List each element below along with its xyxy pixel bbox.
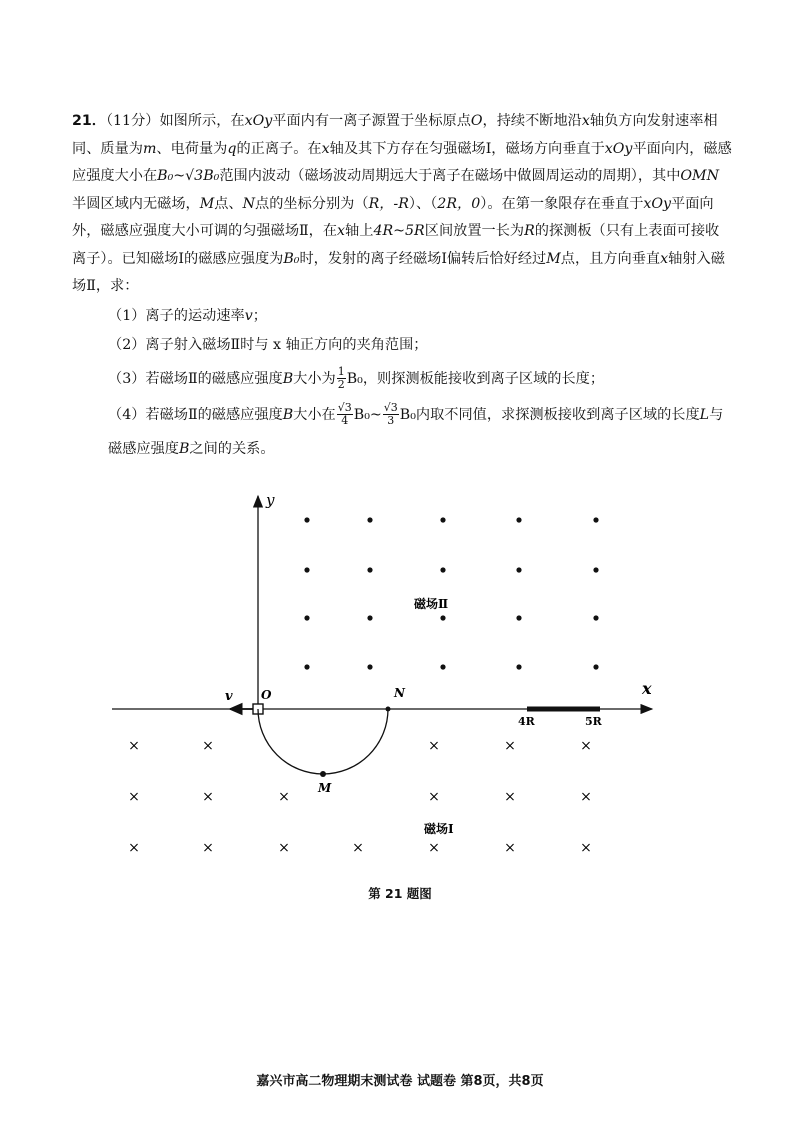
stem-var: xOy [643,195,672,212]
label-v: v [225,689,233,704]
stem-var: x [581,113,590,129]
stem-text: 轴上 [345,223,374,239]
stem-var: x [660,250,669,267]
field-out-dot [304,567,309,572]
field-out-dot [440,567,445,572]
field-in-cross: × [128,840,140,856]
question-text: B₀~ [353,406,382,423]
fraction-sqrt3-over-4 [337,402,353,427]
field-out-dot [367,664,372,669]
fraction-denominator: 2 [337,378,345,391]
problem-21 [72,108,732,466]
question-text: （3）若磁场Ⅱ的磁感应强度 [108,370,283,387]
field-out-dot [440,517,445,522]
question-var: B [282,406,294,423]
field-in-cross: × [504,789,516,805]
stem-var: R [524,223,535,239]
stem-var: x [321,140,330,157]
stem-text: 平面向外，磁感应强度大小可调的匀强磁场Ⅱ，在 [72,195,714,239]
field-out-dot [304,615,309,620]
label-field-2: 磁场Ⅱ [414,597,449,611]
field-2-dots [304,517,598,669]
stem-text: 半圆区域内无磁场， [72,195,200,212]
problem-number: 21． [72,113,106,129]
field-in-cross: × [278,840,290,856]
label-m: M [318,781,332,795]
field-in-cross: × [202,840,214,856]
field-in-cross: × [128,738,140,754]
field-out-dot [440,615,445,620]
fraction-numerator: √3 [383,401,398,414]
field-out-dot [367,567,372,572]
label-x: x [642,679,652,698]
stem-var: OMN [680,168,719,184]
field-out-dot [304,664,309,669]
stem-text: 点，且方向垂直 [560,250,661,267]
field-1-crosses [128,738,592,856]
stem-text: 如图所示，在 [159,113,245,129]
question-text: 大小在 [293,406,336,423]
field-in-cross: × [504,738,516,754]
label-o: O [261,688,272,702]
question-3 [72,362,732,396]
stem-var: m [142,140,157,157]
field-out-dot [516,567,521,572]
stem-var: xOy [244,113,273,129]
field-in-cross: × [428,738,440,754]
stem-text: 平面向内，磁感应强度大小在 [72,140,732,184]
fraction-sqrt3-over-3 [383,402,399,427]
stem-text: 轴射入磁场Ⅱ，求： [72,250,725,294]
question-1 [72,303,732,331]
stem-var: N [242,195,256,212]
stem-text: 的探测板（只有上表面可接收离子）。已知磁场Ⅰ的磁感应强度为 [72,223,720,267]
stem-text: 、电荷量为 [156,140,228,157]
question-text: 之间的关系。 [189,440,275,457]
field-in-cross: × [428,840,440,856]
field-out-dot [304,517,309,522]
question-text: （4）若磁场Ⅱ的磁感应强度 [108,406,283,423]
stem-text: ，持续不断地沿 [482,113,582,129]
field-out-dot [593,567,598,572]
stem-var: q [227,140,237,157]
field-out-dot [516,615,521,620]
question-text: ； [252,307,267,324]
page-footer: 嘉兴市高二物理期末测试卷 试题卷 第8页，共8页 [256,1074,544,1089]
label-y: y [266,491,275,509]
field-in-cross: × [580,789,592,805]
field-in-cross: × [580,738,592,754]
question-4 [72,398,732,466]
field-in-cross: × [352,840,364,856]
stem-var: 4R~5R [373,223,425,239]
question-2 [72,332,732,360]
stem-var: O [470,113,483,129]
question-text: B₀，则探测板能接收到离子区域的长度； [346,370,605,387]
field-out-dot [593,664,598,669]
stem-var: 2R，0 [437,195,481,212]
field-in-cross: × [202,738,214,754]
stem-text: 范围内波动（磁场波动周期远大于离子在磁场中做圆周运动的周期），其中 [219,168,681,184]
ion-source [253,704,263,714]
fraction-half [337,366,346,391]
field-in-cross: × [580,840,592,856]
field-out-dot [367,517,372,522]
stem-text: 轴负方向发射速率相同、质量为 [72,113,718,157]
question-text: 与磁感应强度 [108,406,724,457]
stem-text: 时，发射的离子经磁场Ⅰ偏转后恰好经过 [299,250,547,267]
field-in-cross: × [504,840,516,856]
point-m [320,771,326,777]
stem-var: R，-R [368,195,409,212]
field-out-dot [516,517,521,522]
stem-var: x [337,223,346,239]
stem-text: 点的坐标分别为（ [255,195,369,212]
stem-text: 点、 [214,195,243,212]
label-n: N [394,686,405,700]
label-5r: 5R [585,715,602,728]
field-out-dot [593,517,598,522]
stem-var: M [199,195,215,212]
stem-text: ）、（ [408,195,438,212]
problem-points: （11分） [105,113,160,129]
figure-caption: 第 21 题图 [368,886,432,901]
problem-stem [72,108,732,301]
fraction-numerator: √3 [337,401,352,414]
stem-text: 的正离子。在 [236,140,322,157]
question-var: B [178,440,190,457]
label-field-1: 磁场Ⅰ [424,822,454,836]
field-in-cross: × [128,789,140,805]
fraction-denominator: 3 [387,414,395,427]
field-out-dot [593,615,598,620]
stem-text: 平面内有一离子源置于坐标原点 [272,113,471,129]
fraction-denominator: 4 [341,414,349,427]
question-text: 大小为 [293,370,336,387]
stem-text: 轴及其下方存在匀强磁场Ⅰ，磁场方向垂直于 [329,140,605,157]
field-out-dot [367,615,372,620]
semicircle-omn [258,709,388,774]
question-var: B [282,370,294,387]
field-in-cross: × [202,789,214,805]
field-in-cross: × [428,789,440,805]
stem-text: ）。在第一象限存在垂直于 [480,195,644,212]
fraction-numerator: 1 [337,365,345,378]
question-text: （1）离子的运动速率 [108,307,245,324]
stem-var: B₀~√3B₀ [157,168,220,184]
question-text: （2）离子射入磁场Ⅱ时与 x 轴正方向的夹角范围； [108,337,428,353]
field-in-cross: × [278,789,290,805]
label-4r: 4R [518,715,535,728]
stem-text: 区间放置一长为 [424,223,525,239]
stem-var: xOy [604,140,633,157]
question-var: L [699,406,710,423]
point-n [386,707,391,712]
field-out-dot [516,664,521,669]
stem-var: M [546,250,561,267]
question-var: v [244,307,253,324]
question-text: B₀内取不同值，求探测板接收到离子区域的长度 [399,406,700,423]
stem-var: B₀ [283,250,300,267]
field-out-dot [440,664,445,669]
